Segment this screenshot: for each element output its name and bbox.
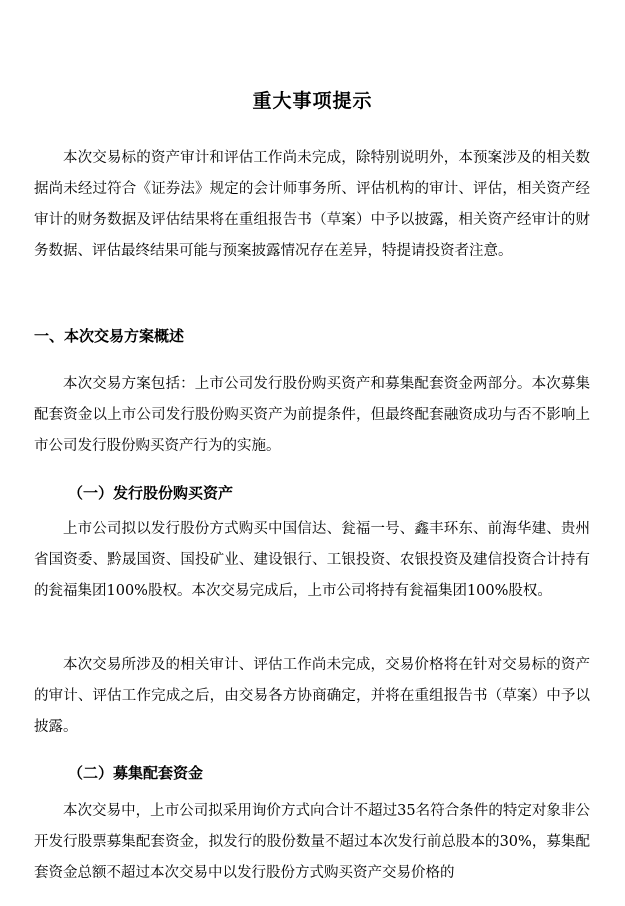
share-purchase-paragraph-2: 本次交易所涉及的相关审计、评估工作尚未完成，交易价格将在针对交易标的资产的审计、评估工作完成之后，由交易各方协商确定，并将在重组报告书（草案）中予以披露。: [34, 657, 590, 735]
section-heading-overview: 一、本次交易方案概述: [34, 327, 185, 345]
supporting-funds-paragraph-1: 本次交易中，上市公司拟采用询价方式向合计不超过35名符合条件的特定对象非公开发行股票募集配套资金，拟发行的股份数量不超过本次发行前总股本的30%，募集配套资金总额不超过本次交易中以发行股份方式购买资产交易价格的: [34, 803, 590, 881]
page-title: 重大事项提示: [252, 90, 373, 112]
overview-paragraph: 本次交易方案包括：上市公司发行股份购买资产和募集配套资金两部分。本次募集配套资金以上市公司发行股份购买资产为前提条件，但最终配套融资成功与否不影响上市公司发行股份购买资产行为的实施。: [34, 376, 590, 454]
subsection-heading-supporting-funds: （二）募集配套资金: [68, 764, 204, 782]
subsection-heading-share-purchase: （一）发行股份购买资产: [68, 484, 234, 502]
intro-paragraph: 本次交易标的资产审计和评估工作尚未完成，除特别说明外，本预案涉及的相关数据尚未经过符合《证券法》规定的会计师事务所、评估机构的审计、评估，相关资产经审计的财务数据及评估结果将在重组报告书（草案）中予以披露，相关资产经审计的财务数据、评估最终结果可能与预案披露情况存在差异，特提请投资者注意。: [34, 150, 590, 259]
share-purchase-paragraph-1: 上市公司拟以发行股份方式购买中国信达、瓮福一号、鑫丰环东、前海华建、贵州省国资委、黔晟国资、国投矿业、建设银行、工银投资、农银投资及建信投资合计持有的瓮福集团100%股权。本次交易完成后，上市公司将持有瓮福集团100%股权。: [34, 521, 590, 599]
